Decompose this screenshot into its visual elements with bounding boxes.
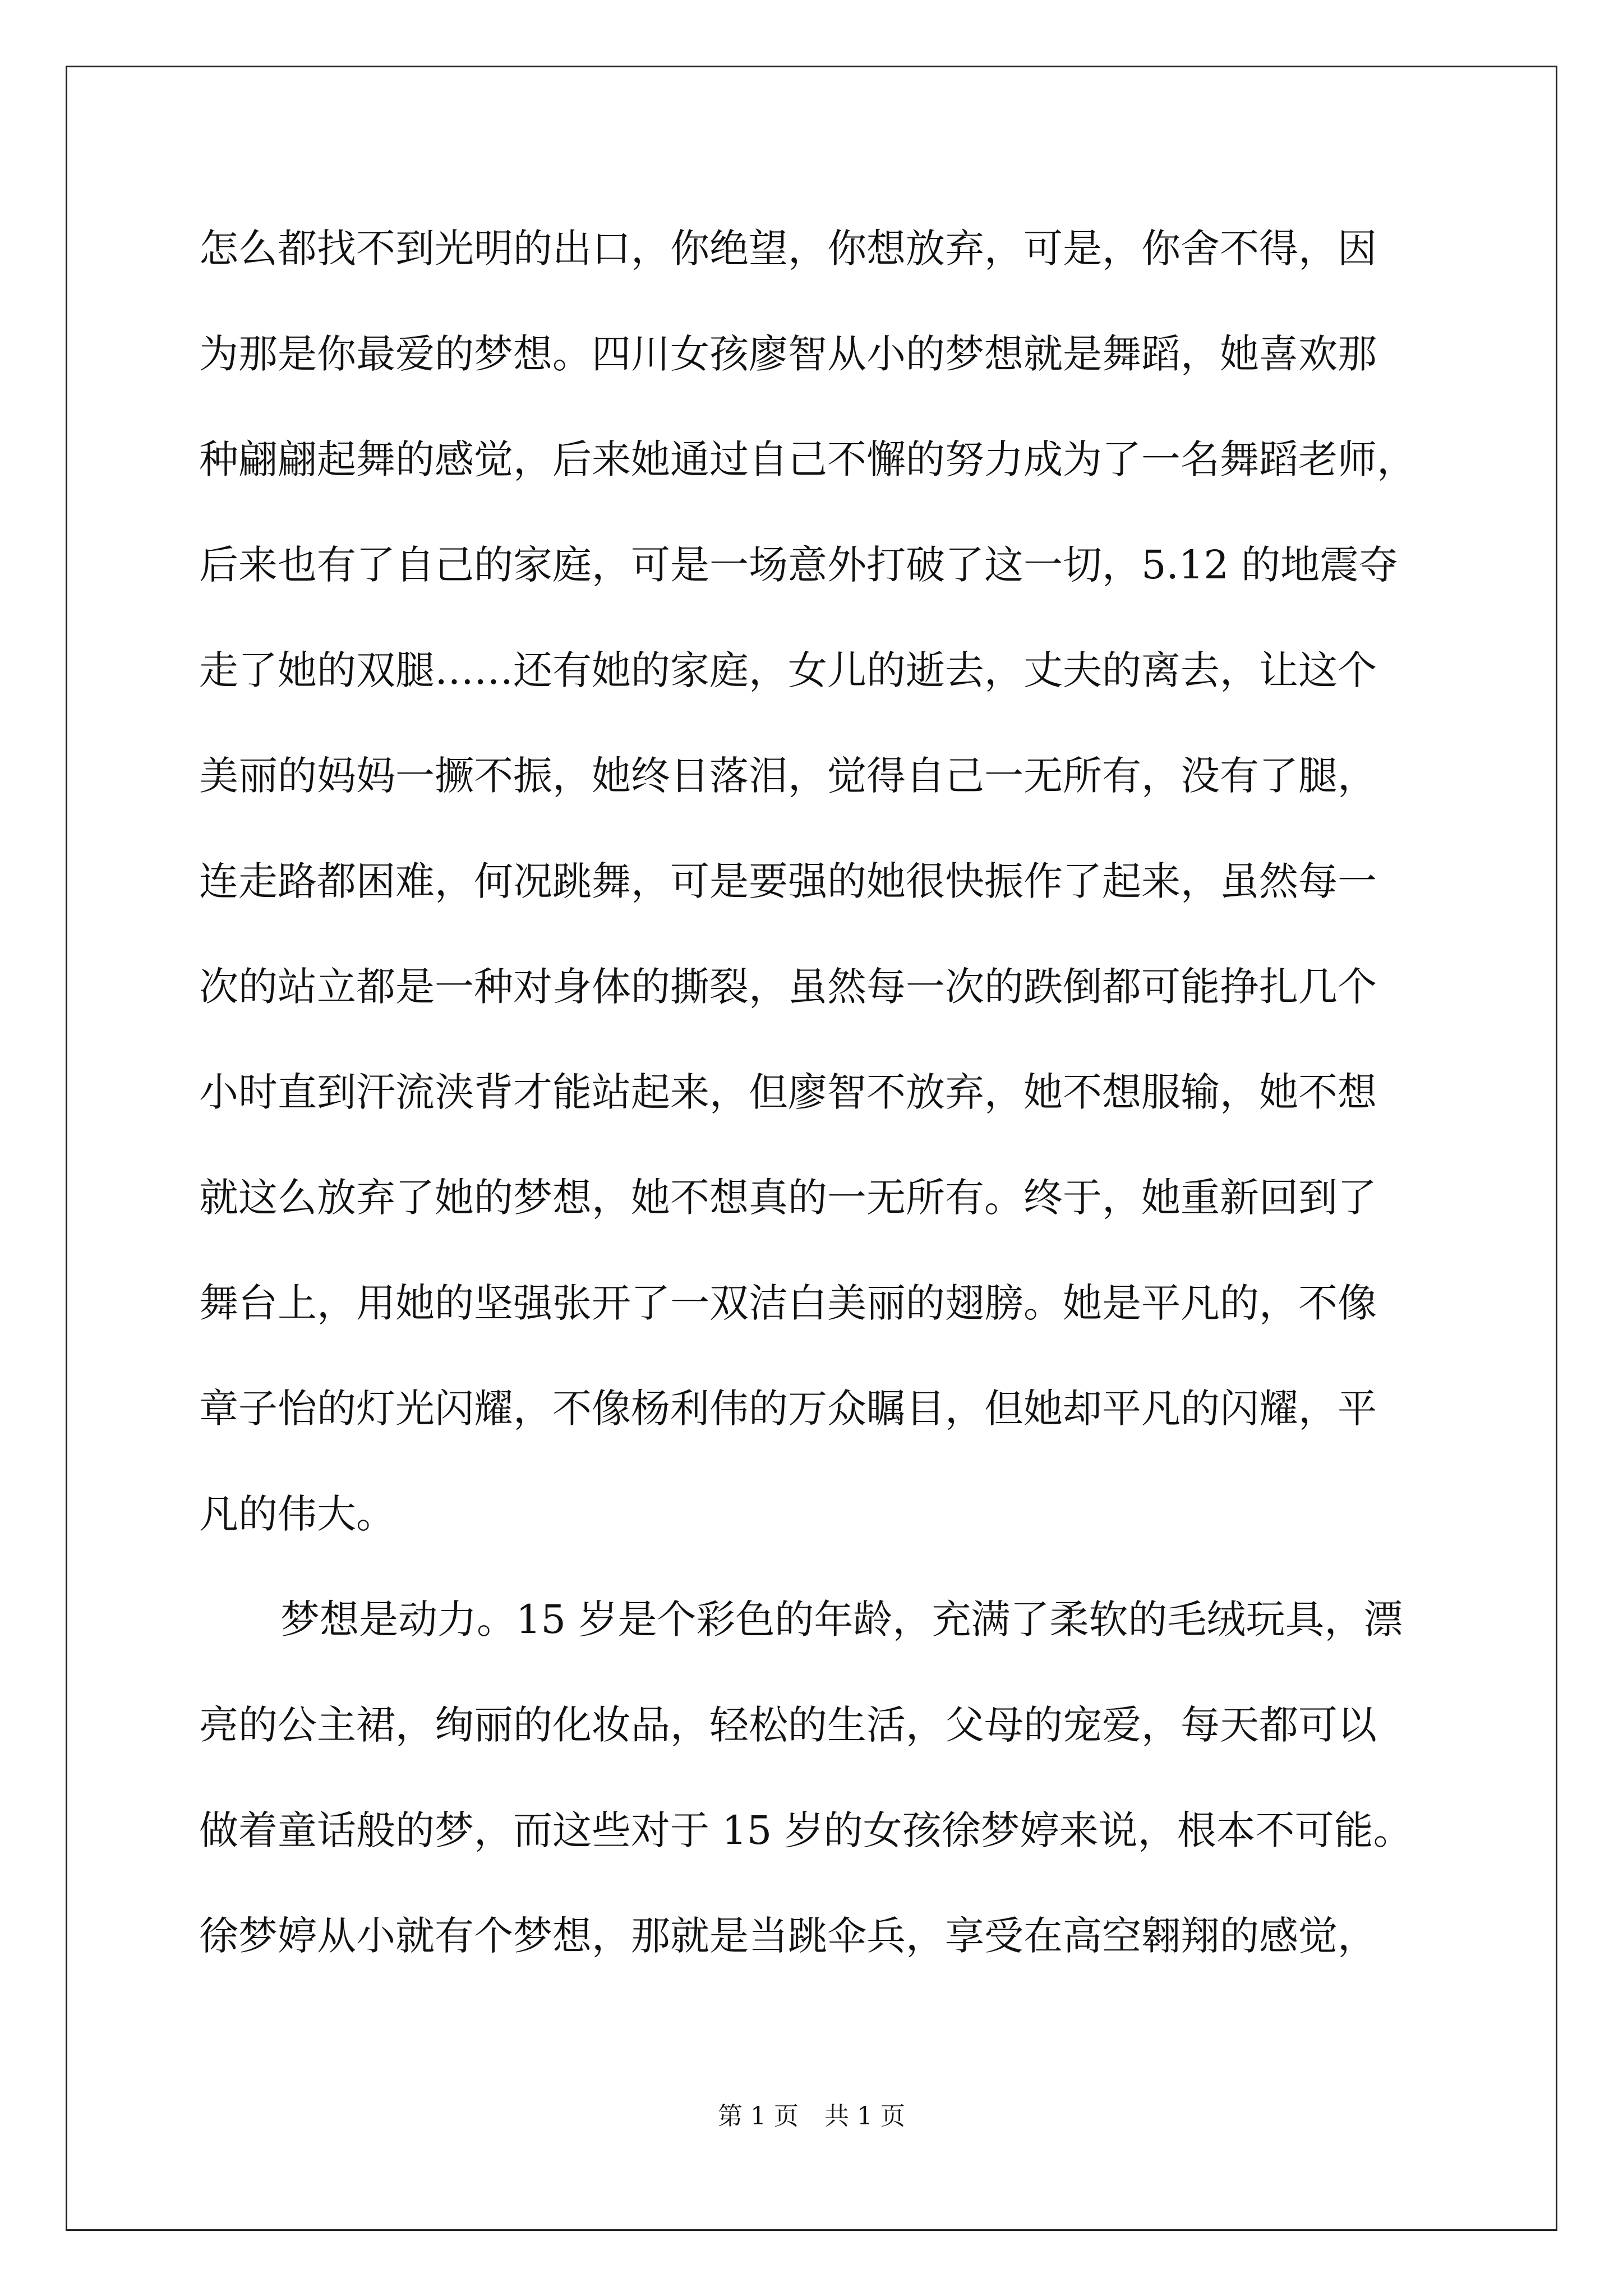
page-number: 第 1 页 bbox=[718, 2102, 799, 2131]
paragraph-start-line: 梦想是动力。15 岁是个彩色的年龄，充满了柔软的毛绒玩具，漂 bbox=[280, 1596, 1403, 1642]
text-line: 就这么放弃了她的梦想，她不想真的一无所有。终于，她重新回到了 bbox=[199, 1175, 1377, 1221]
page-total: 共 1 页 bbox=[824, 2102, 905, 2131]
text-line: 美丽的妈妈一撅不振，她终日落泪，觉得自己一无所有，没有了腿， bbox=[199, 753, 1377, 799]
text-line: 次的站立都是一种对身体的撕裂，虽然每一次的跌倒都可能挣扎几个 bbox=[199, 964, 1377, 1010]
page-footer bbox=[0, 2101, 1623, 2132]
text-line: 亮的公主裙，绚丽的化妆品，轻松的生活，父母的宠爱，每天都可以 bbox=[199, 1702, 1377, 1748]
text-line: 后来也有了自己的家庭，可是一场意外打破了这一切，5.12 的地震夺 bbox=[199, 542, 1399, 588]
text-line: 连走路都困难，何况跳舞，可是要强的她很快振作了起来，虽然每一 bbox=[199, 858, 1377, 904]
text-line: 徐梦婷从小就有个梦想，那就是当跳伞兵，享受在高空翱翔的感觉， bbox=[199, 1913, 1377, 1959]
text-line: 为那是你最爱的梦想。四川女孩廖智从小的梦想就是舞蹈，她喜欢那 bbox=[199, 331, 1377, 377]
text-line: 做着童话般的梦，而这些对于 15 岁的女孩徐梦婷来说，根本不可能。 bbox=[199, 1807, 1413, 1853]
text-line: 走了她的双腿……还有她的家庭，女儿的逝去，丈夫的离去，让这个 bbox=[199, 647, 1377, 693]
text-line: 舞台上，用她的坚强张开了一双洁白美丽的翅膀。她是平凡的，不像 bbox=[199, 1280, 1377, 1326]
text-line: 小时直到汗流浃背才能站起来，但廖智不放弃，她不想服输，她不想 bbox=[199, 1069, 1377, 1115]
text-line: 章子怡的灯光闪耀，不像杨利伟的万众瞩目，但她却平凡的闪耀，平 bbox=[199, 1386, 1377, 1432]
text-line: 凡的伟大。 bbox=[199, 1491, 395, 1537]
text-line: 怎么都找不到光明的出口，你绝望，你想放弃，可是，你舍不得，因 bbox=[199, 226, 1377, 272]
document-body bbox=[199, 222, 1438, 2014]
text-line: 种翩翩起舞的感觉，后来她通过自己不懈的努力成为了一名舞蹈老师， bbox=[199, 436, 1416, 482]
